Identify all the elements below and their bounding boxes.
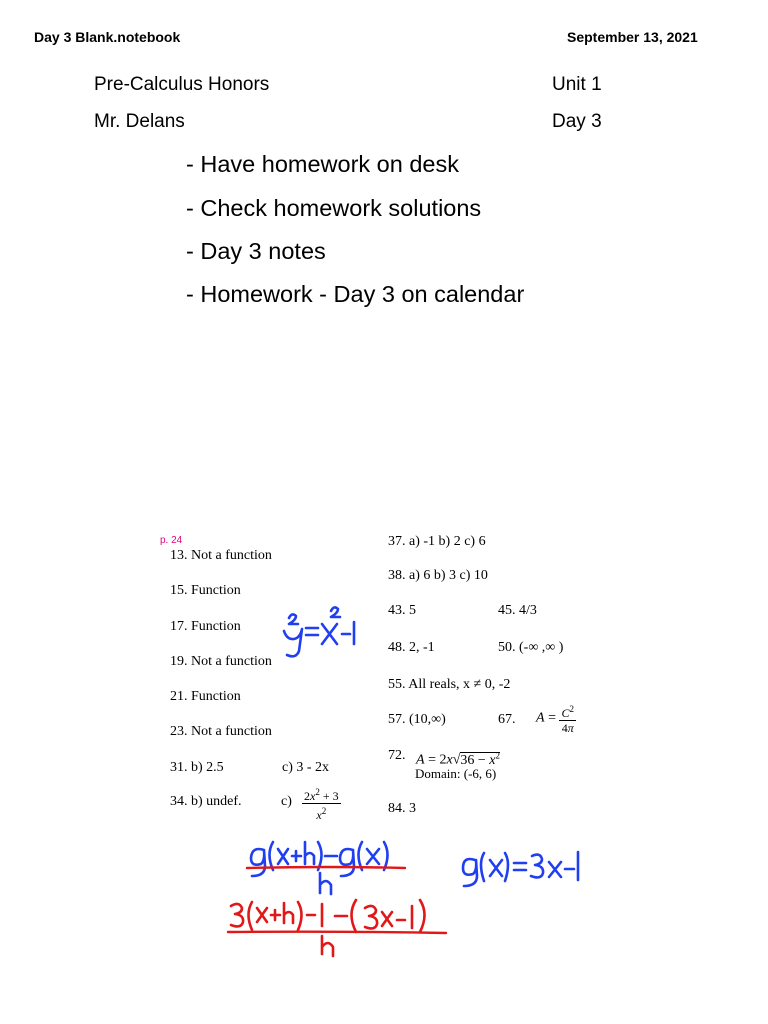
answer-34c: c) (281, 794, 292, 809)
unit-label: Unit 1 (552, 74, 602, 95)
answer-23: 23. Not a function (170, 724, 272, 739)
answer-67-formula: A = $\frac{C^2}{4\pi}$ (536, 704, 574, 735)
agenda-item: - Check homework solutions (186, 195, 482, 221)
ink-fraction-bar-top (247, 867, 405, 868)
course-name: Pre-Calculus Honors (94, 74, 270, 95)
teacher-name: Mr. Delans (94, 111, 185, 132)
answer-72-formula: $A = 2x√36 - x^2$ (416, 750, 500, 768)
ink-denominator-h-top (320, 873, 331, 894)
day-label: Day 3 (552, 111, 602, 132)
ink-fraction-bar-bottom (228, 932, 446, 933)
notebook-date: September 13, 2021 (567, 29, 698, 45)
agenda-item: - Day 3 notes (186, 238, 326, 264)
answer-13: 13. Not a function (170, 548, 272, 563)
answer-84: 84. 3 (388, 801, 416, 816)
answer-72-domain: Domain: (-6, 6) (415, 766, 497, 781)
answer-45: 45. 4/3 (498, 603, 537, 618)
notebook-filename: Day 3 Blank.notebook (34, 29, 181, 45)
ink-function-definition (463, 852, 578, 886)
agenda-item: - Homework - Day 3 on calendar (186, 281, 525, 307)
answer-17: 17. Function (170, 619, 241, 634)
answer-31b: 31. b) 2.5 (170, 760, 224, 775)
answer-67: 67. (498, 712, 516, 727)
ink-equation-17 (284, 607, 354, 656)
answer-55: 55. All reals, x ≠ 0, -2 (388, 677, 511, 692)
answer-43: 43. 5 (388, 603, 416, 618)
answer-50: 50. (-∞ ,∞ ) (498, 640, 564, 655)
ink-difference-quotient-numerator (251, 842, 388, 876)
answer-15: 15. Function (170, 583, 241, 598)
ink-denominator-h-bottom (322, 936, 333, 956)
answer-72: 72. (388, 748, 406, 763)
answer-19: 19. Not a function (170, 654, 272, 669)
page-reference: p. 24 (160, 535, 183, 546)
answer-21: 21. Function (170, 689, 241, 704)
answer-34b: 34. b) undef. (170, 794, 242, 809)
ink-substituted-numerator (231, 900, 425, 932)
answer-48: 48. 2, -1 (388, 640, 435, 655)
answer-37: 37. a) -1 b) 2 c) 6 (388, 534, 486, 549)
answer-57: 57. (10,∞) (388, 712, 446, 727)
answer-34c-fraction: $\frac{2x^2 + 3}{x^2}$ (304, 787, 339, 822)
answer-38: 38. a) 6 b) 3 c) 10 (388, 568, 488, 583)
agenda-item: - Have homework on desk (186, 151, 459, 177)
answer-31c: c) 3 - 2x (282, 760, 330, 775)
